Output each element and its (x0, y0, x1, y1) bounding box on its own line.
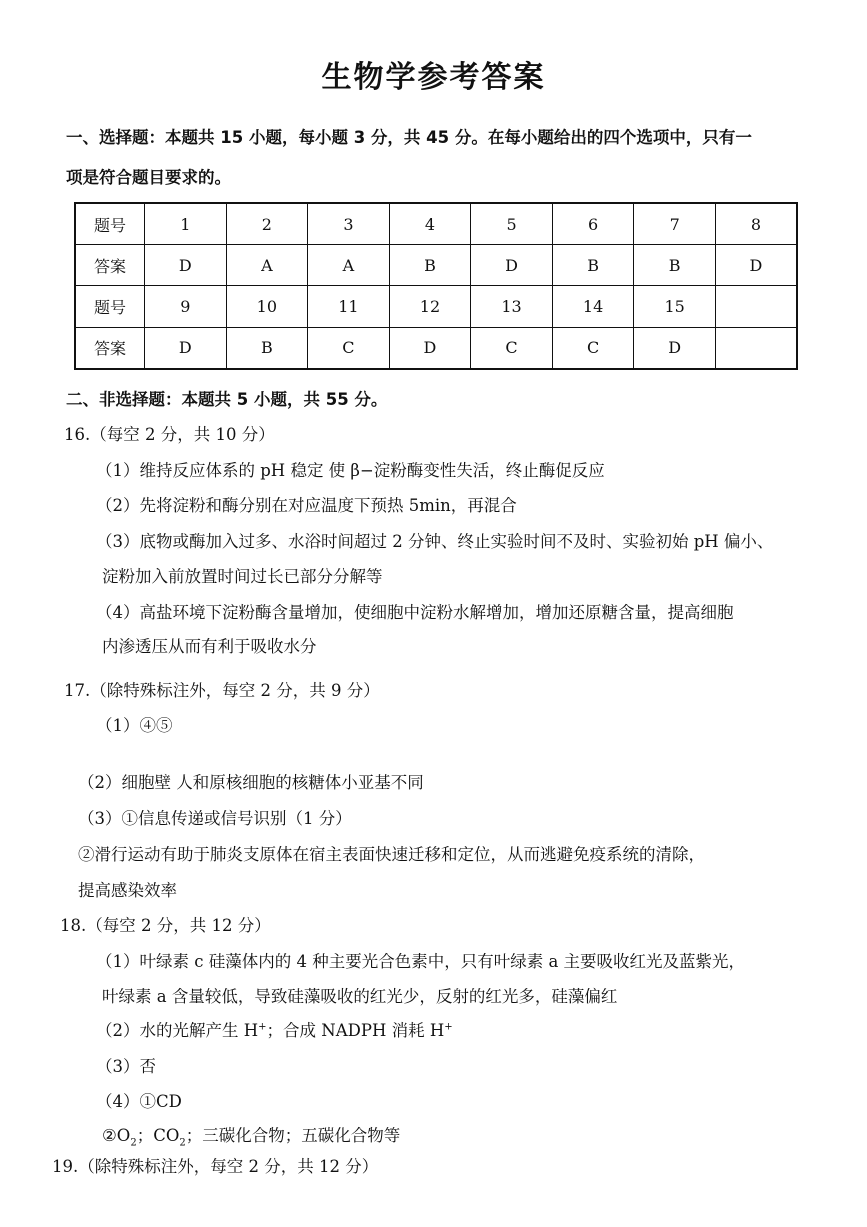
q16-answer-1: （1）维持反应体系的 pH 稳定 使 β−淀粉酶变性失活，终止酶促反应 (96, 461, 605, 480)
q18-answer-2-part-a: （2）水的光解产生 H (96, 1021, 259, 1040)
q19-heading: 19.（除特殊标注外，每空 2 分，共 12 分） (52, 1157, 379, 1176)
q16-answer-4: （4）高盐环境下淀粉酶含量增加，使细胞中淀粉水解增加，增加还原糖含量，提高细胞 (96, 603, 734, 622)
table-cell (715, 286, 797, 327)
table-cell: 13 (471, 286, 553, 327)
table-cell: D (145, 327, 227, 369)
table-cell: 14 (552, 286, 634, 327)
table-cell: B (552, 245, 634, 286)
table-cell: 15 (634, 286, 716, 327)
q18-answer-1: （1）叶绿素 c 硅藻体内的 4 种主要光合色素中，只有叶绿素 a 主要吸收红光及蓝紫光， (96, 952, 746, 971)
table-cell: 5 (471, 203, 553, 245)
superscript-plus: + (258, 1021, 267, 1033)
table-cell: 7 (634, 203, 716, 245)
table-cell: D (634, 327, 716, 369)
q18-heading: 18.（每空 2 分，共 12 分） (60, 916, 271, 935)
q18-answer-4-part2 (102, 1122, 400, 1148)
table-cell: 题号 (75, 286, 145, 327)
table-cell: D (389, 327, 471, 369)
q18-answer-2-part-b: ；合成 NADPH 消耗 H (266, 1021, 445, 1040)
section1-instructions-line1: 一、选择题：本题共 15 小题，每小题 3 分，共 45 分。在每小题给出的四个选项中，只有一 (66, 128, 752, 147)
section1-instructions-line2: 项是符合题目要求的。 (66, 168, 231, 187)
subscript-2: 2 (130, 1137, 137, 1149)
q18-answer-4-part2-b: ；CO (136, 1126, 180, 1145)
q18-answer-4: （4）①CD (96, 1092, 182, 1111)
table-row (75, 203, 797, 245)
table-row (75, 245, 797, 286)
q17-heading: 17.（除特殊标注外，每空 2 分，共 9 分） (64, 681, 380, 700)
table-cell: 6 (552, 203, 634, 245)
page-title: 生物学参考答案 (321, 60, 546, 95)
table-cell: 1 (145, 203, 227, 245)
q18-answer-3: （3）否 (96, 1057, 156, 1076)
table-cell: 答案 (75, 245, 145, 286)
table-cell: C (471, 327, 553, 369)
q18-answer-4-part2-c: ；三碳化合物；五碳化合物等 (185, 1126, 401, 1145)
q17-answer-3-part2-cont: 提高感染效率 (78, 881, 177, 900)
table-cell: 11 (308, 286, 390, 327)
answer-table (74, 202, 798, 370)
table-cell: B (226, 327, 308, 369)
q18-answer-1-cont: 叶绿素 a 含量较低，导致硅藻吸收的红光少，反射的红光多，硅藻偏红 (102, 987, 618, 1006)
table-cell: 答案 (75, 327, 145, 369)
table-cell: 4 (389, 203, 471, 245)
q16-answer-3-cont: 淀粉加入前放置时间过长已部分分解等 (102, 567, 383, 586)
q16-answer-3: （3）底物或酶加入过多、水浴时间超过 2 分钟、终止实验时间不及时、实验初始 pH 偏小、 (96, 532, 774, 551)
q16-heading: 16.（每空 2 分，共 10 分） (64, 425, 275, 444)
table-cell: C (308, 327, 390, 369)
table-cell: 10 (226, 286, 308, 327)
table-cell: 3 (308, 203, 390, 245)
table-cell: B (389, 245, 471, 286)
q17-answer-3-part2: ②滑行运动有助于肺炎支原体在宿主表面快速迁移和定位，从而逃避免疫系统的清除， (78, 845, 705, 864)
table-cell: B (634, 245, 716, 286)
table-cell: A (226, 245, 308, 286)
subscript-2: 2 (179, 1137, 186, 1149)
section2-heading: 二、非选择题：本题共 5 小题，共 55 分。 (66, 390, 388, 409)
q16-answer-2: （2）先将淀粉和酶分别在对应温度下预热 5min，再混合 (96, 496, 517, 515)
q18-answer-4-part2-a: ②O (102, 1126, 131, 1145)
table-cell: 8 (715, 203, 797, 245)
table-cell: D (471, 245, 553, 286)
table-row (75, 327, 797, 369)
table-cell: D (715, 245, 797, 286)
table-row (75, 286, 797, 327)
table-cell: 9 (145, 286, 227, 327)
q17-answer-2: （2）细胞壁 人和原核细胞的核糖体小亚基不同 (78, 773, 424, 792)
q17-answer-1: （1）④⑤ (96, 716, 173, 735)
table-cell: A (308, 245, 390, 286)
q17-answer-3: （3）①信息传递或信号识别（1 分） (78, 809, 352, 828)
table-cell: C (552, 327, 634, 369)
superscript-plus: + (444, 1021, 453, 1033)
table-cell: 2 (226, 203, 308, 245)
table-cell: 12 (389, 286, 471, 327)
table-cell (715, 327, 797, 369)
table-cell: 题号 (75, 203, 145, 245)
table-cell: D (145, 245, 227, 286)
q18-answer-2 (96, 1017, 453, 1041)
q16-answer-4-cont: 内渗透压从而有利于吸收水分 (102, 637, 317, 656)
